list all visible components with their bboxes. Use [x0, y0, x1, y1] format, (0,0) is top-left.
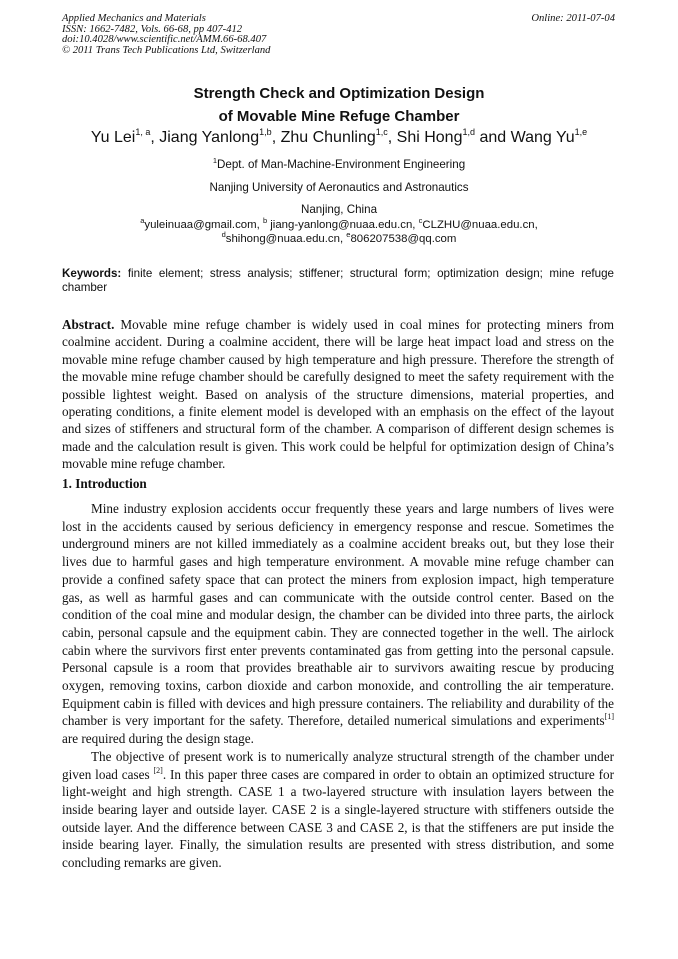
affiliation-city: Nanjing, China — [300, 203, 378, 216]
email-sup: a — [140, 216, 145, 225]
author-name: Yu Lei — [90, 129, 136, 146]
author-separator: and — [475, 129, 511, 146]
journal-header — [62, 14, 270, 56]
keywords-text: finite element; stress analysis; stiffener; structural form; optimization design; mine refuge chamber — [62, 267, 614, 294]
introduction-body — [62, 500, 614, 872]
journal-name: Applied Mechanics and Materials — [62, 13, 206, 24]
abstract — [62, 316, 614, 473]
issn-line: ISSN: 1662-7482, Vols. 66-68, pp 407-412 — [62, 23, 243, 35]
citation-ref: [2] — [153, 765, 163, 775]
paragraph — [62, 500, 614, 748]
paragraph-text: . In this paper three cases are compared in order to obtain an optimized structure for light-weight and high strength. CASE 1 a two-layered structure with insulation layers between the inside bearing layer and outside layer. CASE 2 is a single-layered structure with stiffeners outside the outside layer. And the difference between CASE 3 and CASE 2, is that the stiffeners are put inside the inside bearing layer. Finally, the simulation results are presented with stress distribution, and some concluding remarks are given. — [62, 766, 615, 871]
paragraph-text: The objective of present work is to numerically analyze structural strength of the chamber under given load cases — [62, 748, 614, 782]
author-affil-sup: 1,e — [574, 127, 588, 137]
paragraph-text: are required during the design stage. — [62, 731, 254, 747]
abstract-text: Movable mine refuge chamber is widely used in coal mines for protecting miners from coalmine accident. During a coalmine accident, there will be large heat impact load and stress on the movable mine refuge chamber caused by high temperature and high pressure. Therefore the strength of the movable mine refuge chamber should be carefully designed to meet the safety requirement with the possible lightest weight. Based on analysis of the structure dimensions, material properties, and operating conditions, a finite element model is developed with an emphasis on the effect of the layout and sizes of stiffeners and structural form of the chamber. A comparison of different design schemes is made and the calculation result is given. This work could be helpful for optimization design of China’s movable mine refuge chamber. — [62, 317, 614, 472]
email-e: 806207538@qq.com — [350, 232, 457, 245]
author-affil-sup: 1,c — [375, 127, 388, 137]
email-b: jiang-yanlong@nuaa.edu.cn, — [267, 219, 419, 231]
email-c: CLZHU@nuaa.edu.cn, — [422, 219, 538, 231]
author-separator: , — [387, 129, 397, 146]
author-affil-sup: 1,d — [462, 127, 475, 137]
author-affil-sup: 1, a — [135, 127, 151, 137]
email-line-1 — [0, 216, 678, 233]
author-separator: , — [150, 129, 160, 146]
title-line-1: Strength Check and Optimization Design — [193, 85, 485, 102]
author-name: Jiang Yanlong — [159, 129, 260, 146]
affiliation-sup: 1 — [212, 156, 218, 165]
abstract-label: Abstract. — [62, 317, 115, 332]
email-sup: e — [346, 229, 351, 239]
keywords — [62, 267, 614, 295]
citation-ref: [1] — [604, 712, 614, 722]
dept-text: Dept. of Man-Machine-Environment Engineering — [217, 158, 466, 171]
keywords-label: Keywords: — [62, 267, 122, 280]
author-name: Wang Yu — [510, 129, 575, 146]
section-heading-introduction: 1. Introduction — [62, 476, 147, 491]
affiliation-university: Nanjing University of Aeronautics and Astronautics — [209, 180, 469, 194]
copyright-line: © 2011 Trans Tech Publications Ltd, Switzerland — [62, 44, 271, 56]
author-name: Zhu Chunling — [280, 129, 376, 146]
email-sup: d — [221, 229, 226, 239]
email-sup: b — [262, 216, 268, 225]
author-emails — [0, 216, 678, 246]
title-line-2: of Movable Mine Refuge Chamber — [218, 108, 460, 125]
author-affil-sup: 1,b — [259, 127, 272, 137]
email-line-2 — [0, 229, 678, 247]
doi-line: doi:10.4028/www.scientific.net/AMM.66-68.407 — [62, 34, 267, 46]
email-d: shihong@nuaa.edu.cn, — [225, 232, 347, 245]
online-date: Online: 2011-07-04 — [531, 13, 615, 24]
email-sup: c — [418, 216, 423, 225]
affiliation — [0, 154, 678, 222]
paper-title — [0, 82, 678, 128]
author-separator: , — [271, 129, 281, 146]
email-a: yuleinuaa@gmail.com, — [144, 219, 263, 231]
paragraph — [62, 748, 614, 872]
author-name: Shi Hong — [396, 129, 463, 146]
paragraph-text: Mine industry explosion accidents occur frequently these years and large numbers of lives were lost in the accidents caused by serious deficiency in emergency response and rescue. Sometimes the underground miners are not killed immediately as a coalmine accident breaks out, but they lose their lives due to harmful gases and high temperature environment. A movable mine refuge chamber can provide a confined safety space that can protect the miners from explosion impact, high temperature gas, as well as harmful gases and can communicate with the outside control center. Based on the condition of the coal mine and modular design, the chamber can be divided into three parts, the airlock cabin, personal capsule and the equipment cabin. They are connected together in the well. The airlock cabin where the survivors first enter prevents contaminated gas from getting into the personal capsule. Personal capsule is a room that provides breathable air to survivors awaiting rescue by producing oxygen, removing toxins, carbon dioxide and carbon monoxide, and controlling the air temperature. Equipment cabin is filled with devices and high pressure containers. The reliability and durability of the chamber is very important for the safety. Therefore, detailed numerical simulations and experiments — [62, 501, 614, 729]
affiliation-dept — [0, 154, 678, 177]
author-list — [0, 127, 678, 149]
